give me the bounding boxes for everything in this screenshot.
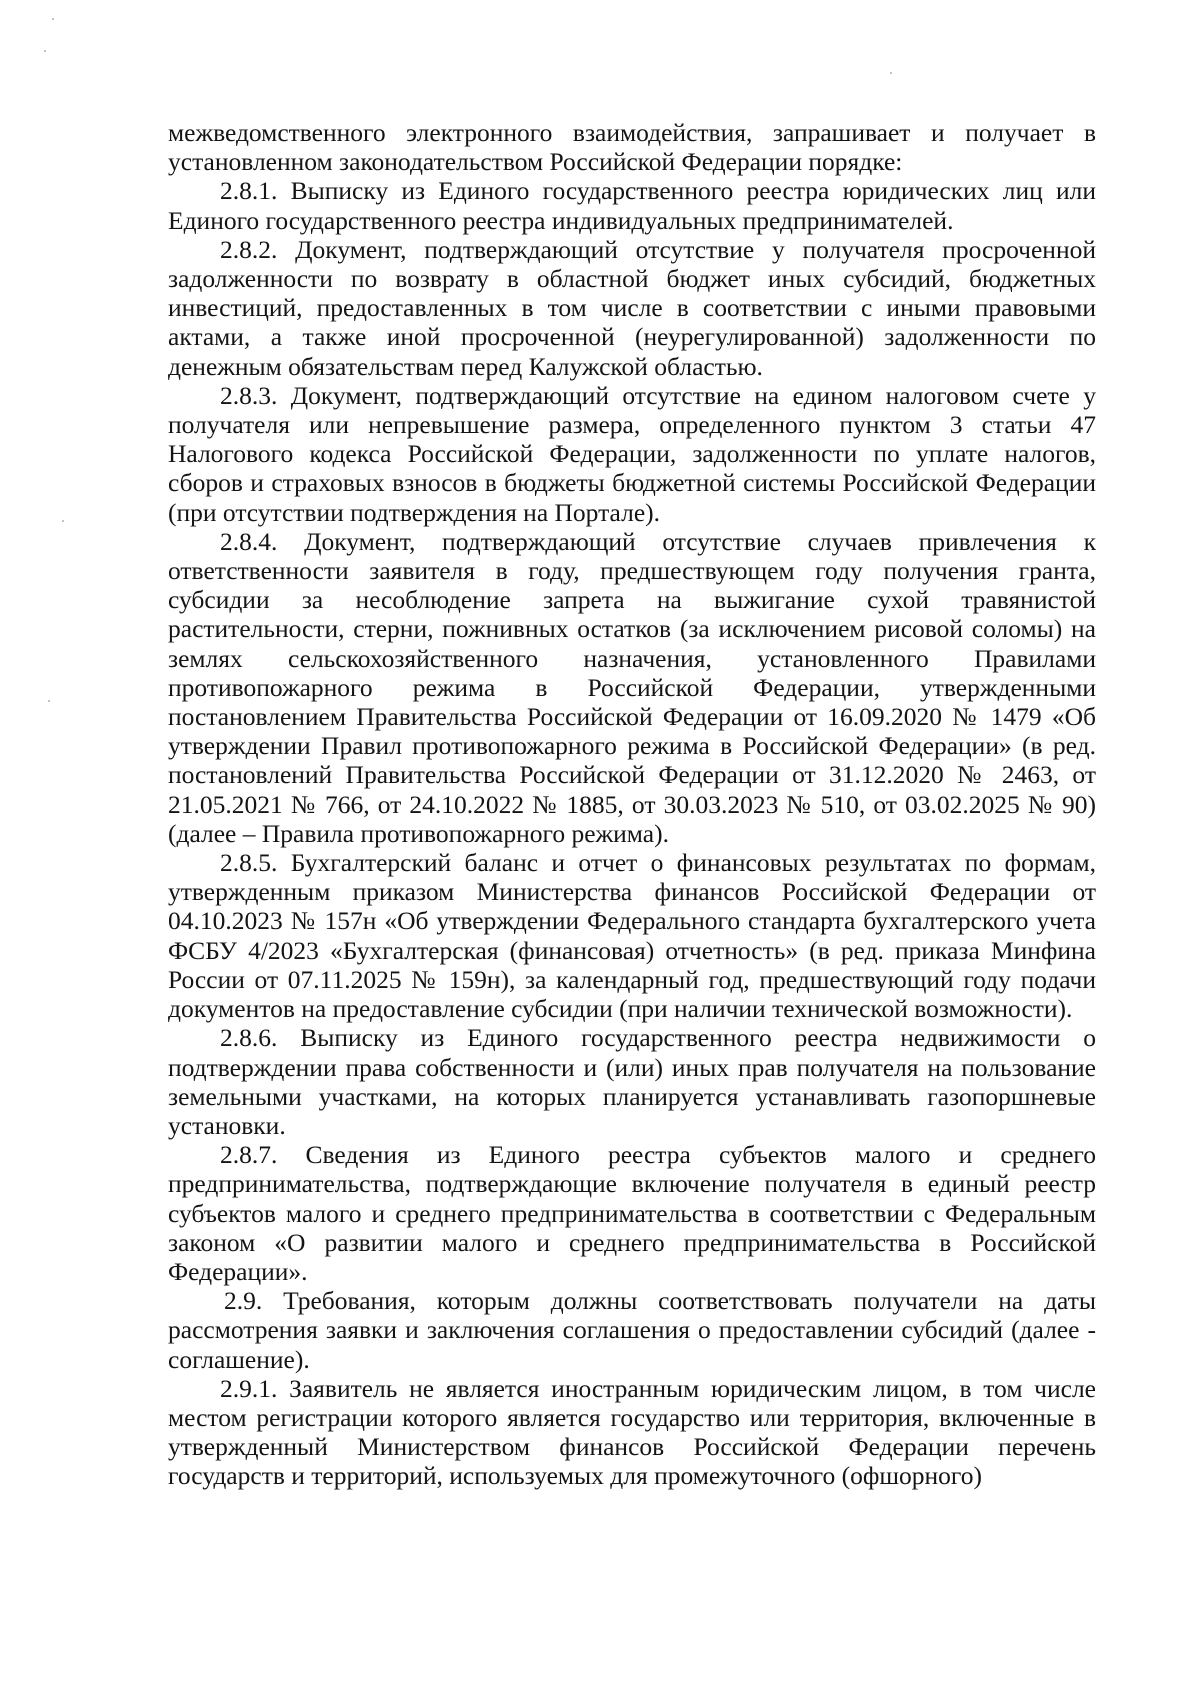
- paragraph-2-8-5: 2.8.5. Бухгалтерский баланс и отчет о финансовых результатах по формам, утвержденным приказом Министерства финансов Российской Федерации от 04.10.2023 № 157н «Об утверждении Федерального стандарта бухгалтерского учета ФСБУ 4/2023 «Бухгалтерская (финансовая) отчетность» (в ред. приказа Минфина России от 07.11.2025 № 159н), за календарный год, предшествующий году подачи документов на предоставление субсидии (при наличии технической возможности).: [168, 848, 1096, 1024]
- paragraph-2-8-1: 2.8.1. Выписку из Единого государственного реестра юридических лиц или Единого государственного реестра индивидуальных предпринимателей.: [168, 176, 1096, 235]
- paragraph-2-9-1: 2.9.1. Заявитель не является иностранным юридическим лицом, в том числе местом регистрации которого является государство или территория, включенные в утвержденный Министерством финансов Российской Федерации перечень государств и территорий, используемых для промежуточного (офшорного): [168, 1373, 1096, 1491]
- paragraph-2-8-3: 2.8.3. Документ, подтверждающий отсутствие на едином налоговом счете у получателя или непревышение размера, определенного пунктом 3 статьи 47 Налогового кодекса Российской Федерации, задолженности по уплате налогов, сборов и страховых взносов в бюджеты бюджетной системы Российской Федерации (при отсутствии подтверждения на Портале).: [168, 380, 1096, 527]
- document-body: [168, 118, 1096, 1491]
- scan-speck: [62, 520, 64, 522]
- paragraph-2-8-7: 2.8.7. Сведения из Единого реестра субъектов малого и среднего предпринимательства, подтверждающие включение получателя в единый реестр субъектов малого и среднего предпринимательства в соответствии с Федеральным законом «О развитии малого и среднего предпринимательства в Российской Федерации».: [168, 1140, 1096, 1286]
- paragraph-2-8-6: 2.8.6. Выписку из Единого государственного реестра недвижимости о подтверждении права собственности и (или) иных прав получателя на пользование земельными участками, на которых планируется устанавливать газопоршневые установки.: [168, 1023, 1096, 1140]
- paragraph-2-9: 2.9. Требования, которым должны соответствовать получатели на даты рассмотрения заявки и заключения соглашения о предоставлении субсидий (далее - соглашение).: [168, 1286, 1096, 1374]
- scan-speck: [890, 72, 892, 74]
- scan-speck: [48, 700, 50, 702]
- paragraph-2-8-4: 2.8.4. Документ, подтверждающий отсутствие случаев привлечения к ответственности заявителя в году, предшествующем году получения гранта, субсидии за несоблюдение запрета на выжигание сухой травянистой растительности, стерни, пожнивных остатков (за исключением рисовой соломы) на землях сельскохозяйственного назначения, установленного Правилами противопожарного режима в Российской Федерации, утвержденными постановлением Правительства Российской Федерации от 16.09.2020 № 1479 «Об утверждении Правил противопожарного режима в Российской Федерации» (в ред. постановлений Правительства Российской Федерации от 31.12.2020 № 2463, от 21.05.2021 № 766, от 24.10.2022 № 1885, от 30.03.2023 № 510, от 03.02.2025 № 90) (далее – Правила противопожарного режима).: [168, 526, 1096, 848]
- scan-speck: [44, 50, 46, 52]
- scan-speck: [52, 18, 54, 20]
- paragraph-2-8-2: 2.8.2. Документ, подтверждающий отсутствие у получателя просроченной задолженности по возврату в областной бюджет иных субсидий, бюджетных инвестиций, предоставленных в том числе в соответствии с иными правовыми актами, а также иной просроченной (неурегулированной) задолженности по денежным обязательствам перед Калужской областью.: [168, 234, 1096, 381]
- paragraph-continuation: межведомственного электронного взаимодействия, запрашивает и получает в установленном законодательством Российской Федерации порядке:: [168, 118, 1096, 177]
